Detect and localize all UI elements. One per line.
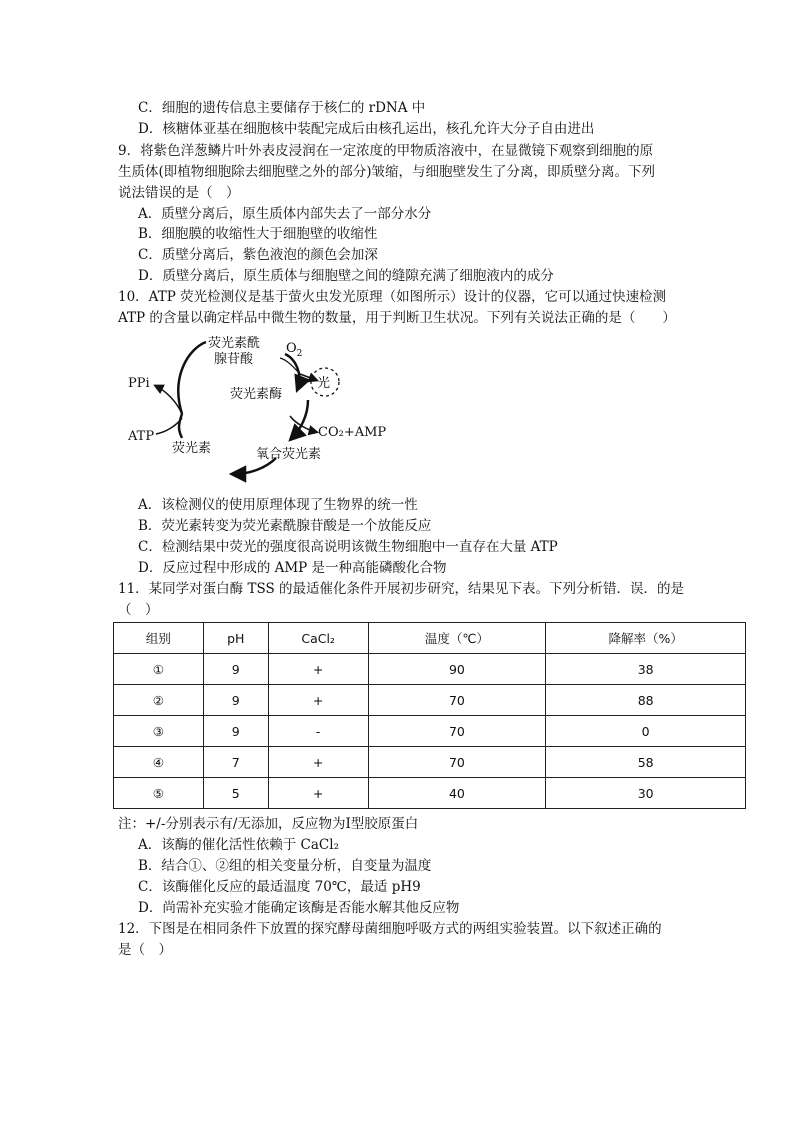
q11-stem-line-2: （ ） xyxy=(118,602,159,618)
label-oxyluciferin: 氧合荧光素 xyxy=(256,447,322,462)
cell-degradation-rate: 58 xyxy=(546,747,746,778)
q9-stem-line-2: 生质体(即植物细胞除去细胞壁之外的部分)皱缩，与细胞壁发生了分离，即质壁分离。下列 xyxy=(118,164,656,180)
cell-cacl2: + xyxy=(268,685,368,716)
q11-option-b: B．结合①、②组的相关变量分析，自变量为温度 xyxy=(138,858,432,874)
label-luciferyl-adenylate-1: 荧光素酰 xyxy=(208,336,261,351)
cell-degradation-rate: 88 xyxy=(546,685,746,716)
table-row xyxy=(114,654,746,685)
q8-option-d: D．核糖体亚基在细胞核中装配完成后由核孔运出，核孔允许大分子自由进出 xyxy=(138,121,595,137)
cell-cacl2: + xyxy=(268,778,368,809)
table-row xyxy=(114,747,746,778)
cell-group: ② xyxy=(114,685,204,716)
light-out-arrow xyxy=(300,374,316,380)
cell-group: ① xyxy=(114,654,204,685)
q10-option-c: C．检测结果中荧光的强度很高说明该微生物细胞中一直存在大量 ATP xyxy=(138,539,558,555)
q10-option-a: A．该检测仪的使用原理体现了生物界的统一性 xyxy=(138,497,418,513)
cell-group: ③ xyxy=(114,716,204,747)
cell-ph: 5 xyxy=(203,778,268,809)
q9-option-d: D．质壁分离后，原生质体与细胞壁之间的缝隙充满了细胞液内的成分 xyxy=(138,268,554,284)
q12-stem-line-1: 12．下图是在相同条件下放置的探究酵母菌细胞呼吸方式的两组实验装置。以下叙述正确的 xyxy=(118,921,662,937)
q9-option-c: C．质壁分离后，紫色液泡的颜色会加深 xyxy=(138,247,378,263)
header-group: 组别 xyxy=(114,623,204,654)
cell-temperature: 70 xyxy=(368,747,546,778)
cell-group: ④ xyxy=(114,747,204,778)
cell-cacl2: - xyxy=(268,716,368,747)
label-luciferyl-adenylate-2: 腺苷酸 xyxy=(214,352,254,367)
q10-stem-line-1: 10．ATP 荧光检测仪是基于萤火虫发光原理（如图所示）设计的仪器，它可以通过快速检测 xyxy=(118,289,667,305)
cell-ph: 9 xyxy=(203,716,268,747)
arc-enzyme-to-oxyluciferin xyxy=(292,400,308,438)
header-degradation-rate: 降解率（%） xyxy=(546,623,746,654)
q9-stem-line-3: 说法错误的是（ ） xyxy=(118,185,240,201)
arc-luciferin-side xyxy=(179,414,182,438)
q11-stem-line-1: 11．某同学对蛋白酶 TSS 的最适催化条件开展初步研究，结果见下表。下列分析错．误．的是 xyxy=(118,581,685,597)
cell-temperature: 40 xyxy=(368,778,546,809)
table-header-row xyxy=(114,623,746,654)
label-atp: ATP xyxy=(128,429,155,444)
cell-ph: 9 xyxy=(203,654,268,685)
label-luciferase: 荧光素酶 xyxy=(230,387,283,402)
cell-ph: 9 xyxy=(203,685,268,716)
cell-temperature: 70 xyxy=(368,716,546,747)
cell-cacl2: + xyxy=(268,747,368,778)
label-light: 光 xyxy=(317,376,331,391)
q11-option-a: A．该酶的催化活性依赖于 CaCl₂ xyxy=(138,837,339,853)
header-temperature: 温度（℃） xyxy=(368,623,546,654)
q11-option-d: D．尚需补充实验才能确定该酶是否能水解其他反应物 xyxy=(138,900,460,916)
cell-degradation-rate: 30 xyxy=(546,778,746,809)
q10-stem-line-2: ATP 的含量以确定样品中微生物的数量，用于判断卫生状况。下列有关说法正确的是（ ） xyxy=(118,310,676,326)
q9-option-b: B．细胞膜的收缩性大于细胞壁的收缩性 xyxy=(138,226,378,242)
q12-stem-line-2: 是（ ） xyxy=(118,942,172,958)
cell-temperature: 90 xyxy=(368,654,546,685)
cell-cacl2: + xyxy=(268,654,368,685)
label-ppi: PPi xyxy=(128,376,150,391)
q11-results-table xyxy=(113,622,746,809)
label-co2-amp: CO₂+AMP xyxy=(318,425,387,440)
cell-temperature: 70 xyxy=(368,685,546,716)
q10-option-b: B．荧光素转变为荧光素酰腺苷酸是一个放能反应 xyxy=(138,518,432,534)
arc-atp-to-adenylate xyxy=(178,342,206,414)
label-o2-sub: 2 xyxy=(296,349,303,359)
cell-degradation-rate: 38 xyxy=(546,654,746,685)
header-cacl2: CaCl₂ xyxy=(268,623,368,654)
luciferase-reaction-diagram xyxy=(120,330,420,490)
table-row xyxy=(114,778,746,809)
q8-option-c: C．细胞的遗传信息主要储存于核仁的 rDNA 中 xyxy=(138,100,426,116)
table-row xyxy=(114,685,746,716)
q10-option-d: D．反应过程中形成的 AMP 是一种高能磷酸化合物 xyxy=(138,560,447,576)
header-ph: pH xyxy=(203,623,268,654)
table-row xyxy=(114,716,746,747)
q9-stem-line-1: 9．将紫色洋葱鳞片叶外表皮浸润在一定浓度的甲物质溶液中，在显微镜下观察到细胞的原 xyxy=(118,143,654,159)
cell-group: ⑤ xyxy=(114,778,204,809)
label-o2-main: O xyxy=(286,341,297,356)
q11-option-c: C．该酶催化反应的最适温度 70℃，最适 pH9 xyxy=(138,879,421,895)
cell-degradation-rate: 0 xyxy=(546,716,746,747)
label-luciferin: 荧光素 xyxy=(172,441,212,456)
q11-table-note: 注：+/-分别表示有/无添加，反应物为Ⅰ型胶原蛋白 xyxy=(118,816,419,832)
q9-option-a: A．质壁分离后，原生质体内部失去了一部分水分 xyxy=(138,206,432,222)
cell-ph: 7 xyxy=(203,747,268,778)
